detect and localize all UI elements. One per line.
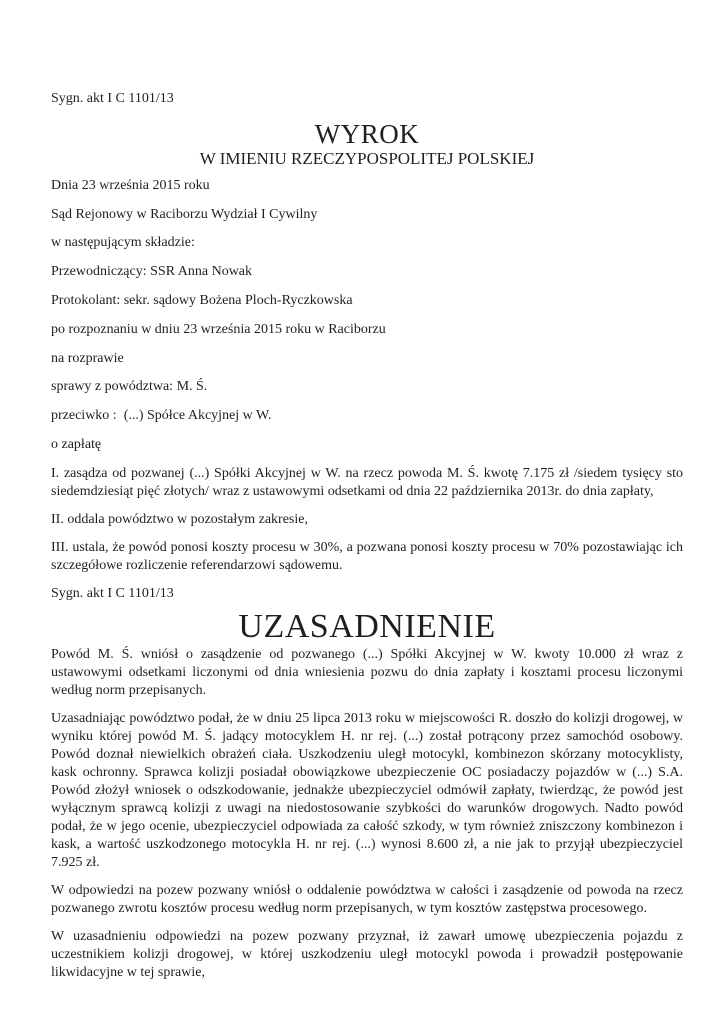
- panel-composition-line: w następującym składzie:: [51, 235, 195, 251]
- presiding-judge-line: Przewodniczący: SSR Anna Nowak: [51, 264, 253, 280]
- defendant-line: przeciwko : (...) Spółce Akcyjnej w W.: [51, 408, 272, 424]
- judgment-subtitle: W IMIENIU RZECZYPOSPOLITEJ POLSKIEJ: [199, 148, 535, 168]
- judgment-title: WYROK: [314, 118, 420, 149]
- justification-paragraph-1: Powód M. Ś. wniósł o zasądzenie od pozwanego (...) Spółki Akcyjnej w W. kwoty 10.000 zł wraz z ustawowymi odsetkami liczonymi od dnia wniesienia pozwu do dnia zapłaty i kosztami procesu liczonymi według norm przepisanych.: [51, 646, 683, 698]
- justification-paragraph-2: Uzasadniając powództwo podał, że w dniu 25 lipca 2013 roku w miejscowości R. doszło do kolizji drogowej, w wyniku której powód M. Ś. jadący motocyklem H. nr rej. (...) został potrącony przez samochód osobowy. Powód doznał niewielkich obrażeń ciała. Uszkodzeniu uległ motocykl, kombinezon skórzany motocyklisty, kask ochronny. Sprawca kolizji posiadał obowiązkowe ubezpieczenie OC posiadaczy pojazdów w (...) S.A. Powód złożył wniosek o odszkodowanie, jednakże ubezpieczyciel odmówił zapłaty, twierdząc, że powód jest wyłącznym sprawcą kolizji z uwagi na niedostosowanie szybkości do warunków drogowych. Nadto powód podał, że w jego ocenie, ubezpieczyciel odpowiada za całość szkody, w tym również zniszczony kombinezon i kask, a wartość uszkodzonego motocykla H. nr rej. (...) wynosi 8.600 zł, a nie jak to przyjął ubezpieczyciel 7.925 zł.: [51, 710, 683, 870]
- justification-paragraph-4: W uzasadnieniu odpowiedzi na pozew pozwany przyznał, iż zawarł umowę ubezpieczenia pojazdu z uczestnikiem kolizji drogowej, w której uszkodzeniu uległ motocykl powoda i prowadził postępowanie likwidacyjne w tej sprawie,: [51, 928, 683, 980]
- court-name-line: Sąd Rejonowy w Raciborzu Wydział I Cywilny: [51, 206, 318, 222]
- judgment-date-line: Dnia 23 września 2015 roku: [51, 177, 210, 193]
- ruling-point-3: III. ustala, że powód ponosi koszty procesu w 30%, a pozwana ponosi koszty procesu w 70% pozostawiając ich szczegółowe rozliczenie referendarzowi sądowemu.: [51, 539, 683, 573]
- court-clerk-line: Protokolant: sekr. sądowy Bożena Ploch-Ryczkowska: [51, 292, 353, 308]
- case-number-second: Sygn. akt I C 1101/13: [51, 585, 174, 601]
- claimant-line: sprawy z powództwa: M. Ś.: [51, 379, 208, 395]
- ruling-point-2: II. oddala powództwo w pozostałym zakresie,: [51, 511, 308, 527]
- ruling-point-1: I. zasądza od pozwanej (...) Spółki Akcyjnej w W. na rzecz powoda M. Ś. kwotę 7.175 zł /siedem tysięcy sto siedemdziesiąt pięć złotych/ wraz z ustawowymi odsetkami od dnia 22 października 2013r. do dnia zapłaty,: [51, 465, 683, 499]
- hearing-date-line: po rozpoznaniu w dniu 23 września 2015 roku w Raciborzu: [51, 321, 386, 337]
- justification-paragraph-3: W odpowiedzi na pozew pozwany wniósł o oddalenie powództwa w całości i zasądzenie od powoda na rzecz pozwanego zwrotu kosztów procesu według norm przepisanych, w tym kosztów zastępstwa procesowego.: [51, 882, 683, 916]
- claim-subject-line: o zapłatę: [51, 436, 102, 452]
- case-number-top: Sygn. akt I C 1101/13: [51, 91, 174, 106]
- justification-heading: UZASADNIENIE: [238, 607, 496, 645]
- hearing-type-line: na rozprawie: [51, 350, 124, 366]
